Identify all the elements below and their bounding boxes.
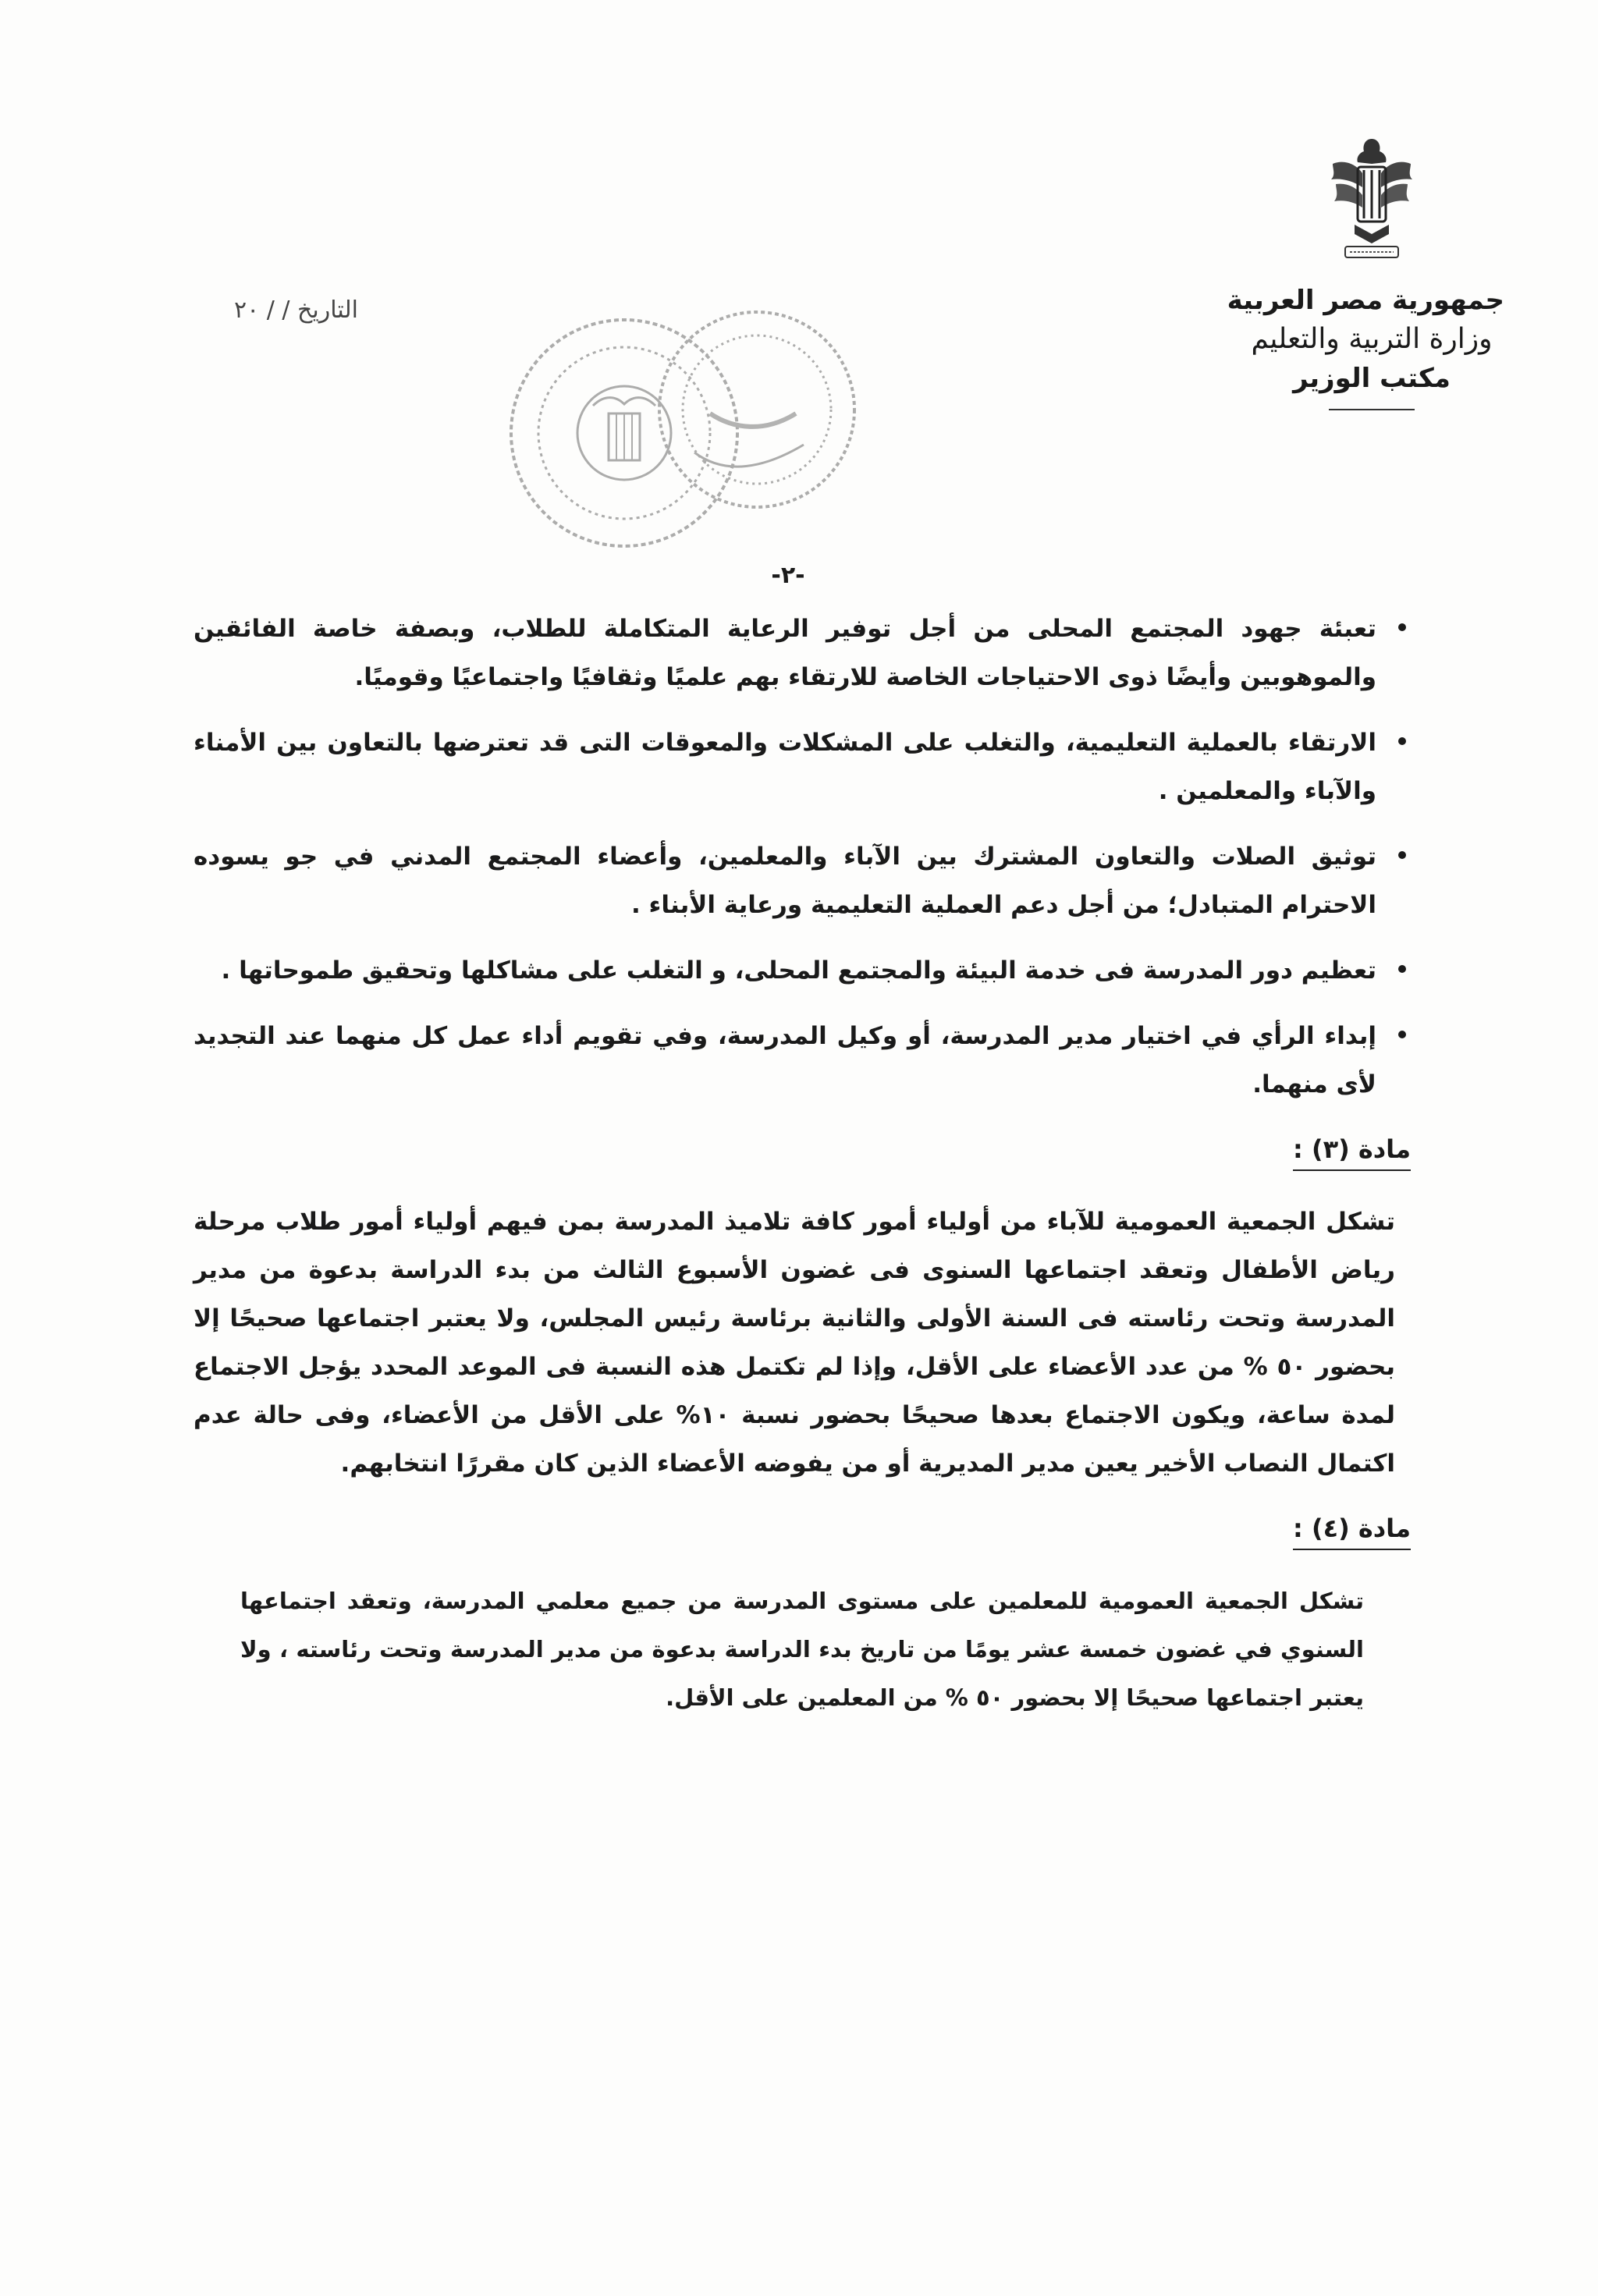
document-body: [194, 605, 1411, 1739]
article-3-heading: مادة (٣) :: [1293, 1130, 1411, 1171]
page-number: -٢-: [771, 562, 805, 589]
list-item-text: توثيق الصلات والتعاون المشترك بين الآباء والمعلمين، وأعضاء المجتمع المدني في جو يسوده الاحترام المتبادل؛ من أجل دعم العملية التعليمية ورعاية الأبناء .: [194, 843, 1376, 919]
country-name: جمهورية مصر العربية: [1227, 285, 1504, 316]
list-item: [194, 605, 1411, 701]
letterhead: [1227, 133, 1504, 410]
article-4-text: تشكل الجمعية العمومية للمعلمين على مستوى المدرسة من جميع معلمي المدرسة، وتعقد اجتماعها السنوي في غضون خمسة عشر يومًا من تاريخ بدء الدراسة بدعوة من مدير المدرسة وتحت رئاسته ، ولا يعتبر اجتماعها صحيحًا إلا بحضور ٥٠ % من المعلمين على الأقل.: [240, 1588, 1364, 1711]
list-item: [194, 719, 1411, 815]
official-seal-stamp: [499, 296, 874, 562]
date-line: التاريخ / / ٢٠: [234, 296, 358, 324]
article-4-heading: مادة (٤) :: [1293, 1510, 1411, 1550]
list-item-text: الارتقاء بالعملية التعليمية، والتغلب على المشكلات والمعوقات التى قد تعترضها بالتعاون بين الأمناء والآباء والمعلمين .: [194, 729, 1376, 805]
list-item-text: إبداء الرأي في اختيار مدير المدرسة، أو وكيل المدرسة، وفي تقويم أداء عمل كل منهما عند التجديد لأى منهما.: [194, 1022, 1376, 1098]
bullet-icon: [1398, 1031, 1406, 1038]
list-item: [194, 1012, 1411, 1109]
objectives-list: [194, 605, 1411, 1109]
eagle-emblem-icon: [1325, 133, 1419, 265]
list-item: [194, 832, 1411, 929]
bullet-icon: [1398, 737, 1406, 745]
bullet-icon: [1398, 623, 1406, 631]
bullet-icon: [1398, 965, 1406, 973]
list-item-text: تعبئة جهود المجتمع المحلى من أجل توفير الرعاية المتكاملة للطلاب، وبصفة خاصة الفائقين والموهوبين وأيضًا ذوى الاحتياجات الخاصة للارتقاء بهم علميًا وثقافيًا واجتماعيًا وقوميًا.: [194, 615, 1376, 691]
bullet-icon: [1398, 851, 1406, 859]
list-item-text: تعظيم دور المدرسة فى خدمة البيئة والمجتمع المحلى، و التغلب على مشاكلها وتحقيق طموحاتها .: [221, 956, 1376, 985]
list-item: [194, 946, 1411, 995]
ministry-name: وزارة التربية والتعليم: [1251, 323, 1493, 355]
article-3-text: تشكل الجمعية العمومية للآباء من أولياء أمور كافة تلاميذ المدرسة بمن فيهم أولياء أمور طلاب مرحلة رياض الأطفال وتعقد اجتماعها السنوى فى غضون الأسبوع الثالث من بدء الدراسة بدعوة من مدير المدرسة وتحت رئاسته فى السنة الأولى والثانية برئاسة رئيس المجلس، ولا يعتبر اجتماعها صحيحًا إلا بحضور ٥٠ % من عدد الأعضاء على الأقل، وإذا لم تكتمل هذه النسبة فى الموعد المحدد يؤجل الاجتماع لمدة ساعة، ويكون الاجتماع بعدها صحيحًا بحضور نسبة ١٠% على الأقل من الأعضاء، وفى حالة عدم اكتمال النصاب الأخير يعين مدير المديرية أو من يفوضه الأعضاء الذين كان مقررًا انتخابهم.: [194, 1208, 1396, 1478]
office-name: مكتب الوزير: [1293, 363, 1451, 394]
header-divider: [1329, 409, 1415, 410]
